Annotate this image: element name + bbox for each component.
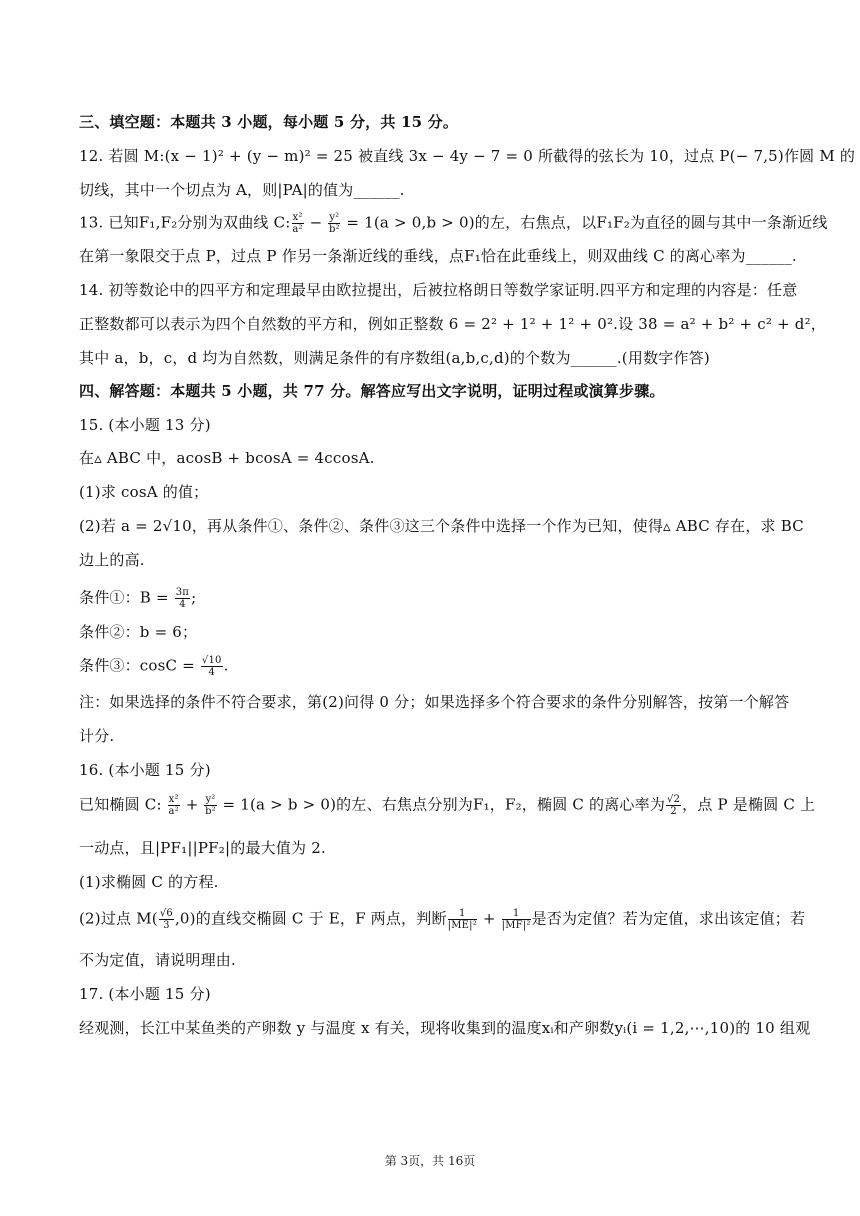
q15-part2-line1: (2)若 a = 2√10，再从条件①、条件②、条件③这三个条件中选择一个作为已知，使得▵ ABC 存在，求 BC [79, 517, 804, 535]
q15-part2-line2: 边上的高. [79, 551, 145, 569]
q12-line2: 切线，其中一个切点为 A，则|PA|的值为______. [79, 181, 405, 199]
q14-line3: 其中 a，b，c，d 均为自然数，则满足条件的有序数组(a,b,c,d)的个数为______.(用数字作答) [79, 349, 710, 367]
q16-inv-mf-frac: $\frac{1}{\text{|MF|²}}$ [501, 908, 531, 931]
q12-line1: 12. 若圆 M:(x − 1)² + (y − m)² = 25 被直线 3x − 4y − 7 = 0 所截得的弦长为 10，过点 P(− 7,5)作圆 M 的 [79, 147, 856, 165]
section-heading-fill-in: 三、填空题：本题共 3 小题，每小题 5 分，共 15 分。 [79, 113, 459, 131]
q16-part1: (1)求椭圆 C 的方程. [79, 873, 219, 891]
q15-condition-2: 条件②：b = 6； [79, 623, 198, 641]
q13-line2: 在第一象限交于点 P，过点 P 作另一条渐近线的垂线，点F₁恰在此垂线上，则双曲线 C 的离心率为______. [79, 247, 797, 265]
q15-title: 15. (本小题 13 分) [79, 416, 211, 434]
q15-note-line2: 计分. [79, 727, 115, 745]
section-heading-answers: 四、解答题：本题共 5 小题，共 77 分。解答应写出文字说明，证明过程或演算步骤。 [79, 382, 665, 400]
q15-condition-3: 条件③：cosC = $\frac{√10}{4}$ . [79, 655, 229, 678]
q13-text-a: 13. 已知F₁,F₂分别为双曲线 C: [79, 213, 291, 232]
q17-line1: 经观测，长江中某鱼类的产卵数 y 与温度 x 有关，现将收集到的温度xᵢ和产卵数yᵢ(i = 1,2,⋯,10)的 10 组观 [79, 1019, 811, 1037]
q16-m-frac: $\frac{√6}{3}$ [159, 908, 173, 931]
q16-inv-me-frac: $\frac{1}{\text{|ME|²}}$ [447, 908, 477, 931]
cond1-frac: $\frac{3\pi}{4}$ [175, 587, 190, 610]
q16-frac-y: $\frac{\text{y²}}{\text{b²}}$ [205, 794, 216, 817]
q16-line2: 一动点，且|PF₁||PF₂|的最大值为 2. [79, 839, 326, 857]
q15-condition-1: 条件①：B = $\frac{3\pi}{4}$ ; [79, 587, 197, 610]
q15-line1: 在▵ ABC 中，acosB + bcosA = 4ccosA. [79, 449, 375, 467]
q13-frac-x: $\frac{\text{x²}}{\text{a²}}$ [292, 212, 303, 235]
q17-title: 17. (本小题 15 分) [79, 985, 211, 1003]
q13-text-b: = 1(a > 0,b > 0)的左，右焦点，以F₁F₂为直径的圆与其中一条渐近线 [341, 213, 828, 232]
q14-line1: 14. 初等数论中的四平方和定理最早由欧拉提出，后被拉格朗日等数学家证明.四平方和定理的内容是：任意 [79, 281, 798, 299]
q13-line1: 13. 已知F₁,F₂分别为双曲线 C: $\frac{\text{x²}}{\text{a²}}$ − $\frac{\text{y²}}{\text{b²}}$ = 1(a > 0,b > 0)的左，右焦点，以F₁F₂为直径的圆与其中一条渐近线 [79, 212, 828, 235]
page-footer: 第 3页，共 16页 [384, 1154, 476, 1168]
q16-part2-line2: 不为定值，请说明理由. [79, 951, 236, 969]
q16-frac-x: $\frac{\text{x²}}{\text{a²}}$ [168, 794, 179, 817]
q16-eccentricity-frac: $\frac{√2}{2}$ [667, 794, 681, 817]
cond3-frac: $\frac{√10}{4}$ [201, 655, 222, 678]
q16-part2-line1: (2)过点 M( $\frac{√6}{3}$ ,0)的直线交椭圆 C 于 E，F 两点，判断 $\frac{1}{\text{|ME|²}}$ + $\frac{1}{\text{|MF|²}}$ 是否为定值？若为定值，求出该定值；若 [79, 908, 806, 931]
q16-line1: 已知椭圆 C: $\frac{\text{x²}}{\text{a²}}$ + $\frac{\text{y²}}{\text{b²}}$ = 1(a > b > 0)的左、右焦点分别为F₁，F₂，椭圆 C 的离心率为 $\frac{√2}{2}$ ，点 P 是椭圆 C 上 [79, 794, 816, 817]
q14-line2: 正整数都可以表示为四个自然数的平方和，例如正整数 6 = 2² + 1² + 1² + 0².设 38 = a² + b² + c² + d²， [79, 315, 827, 333]
q16-title: 16. (本小题 15 分) [79, 761, 211, 779]
q15-part1: (1)求 cosA 的值； [79, 483, 209, 501]
q13-frac-y: $\frac{\text{y²}}{\text{b²}}$ [328, 212, 340, 235]
q15-note-line1: 注：如果选择的条件不符合要求，第(2)问得 0 分；如果选择多个符合要求的条件分别解答，按第一个解答 [79, 693, 790, 711]
